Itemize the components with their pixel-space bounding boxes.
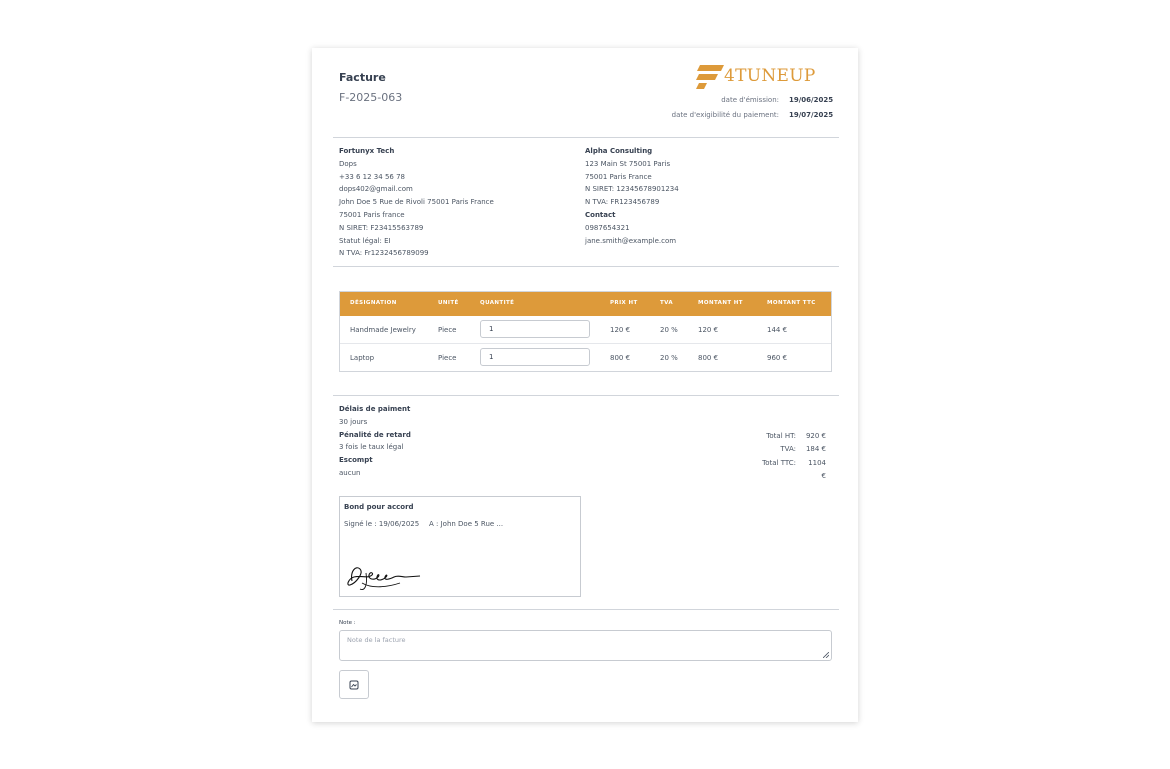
issue-date-value: 19/06/2025 (789, 96, 834, 104)
client-line: 75001 Paris France (585, 172, 652, 181)
seller-line: N TVA: Fr1232456789099 (339, 249, 429, 258)
due-date-row (671, 111, 834, 119)
table-row (340, 316, 831, 344)
quantity-input[interactable]: 1 (480, 348, 590, 366)
signature-date: Signé le : 19/06/2025 (344, 520, 420, 528)
cell-price: 120 € (610, 326, 631, 334)
cell-amount-ht: 120 € (698, 326, 719, 334)
seller-line: Statut légal: EI (339, 236, 391, 245)
table-row (340, 344, 831, 372)
total-tva-row (762, 443, 826, 456)
cell-designation: Laptop (350, 354, 375, 362)
image-button[interactable] (339, 670, 369, 699)
client-block (585, 145, 679, 247)
divider (333, 395, 839, 396)
quantity-input[interactable]: 1 (480, 320, 590, 338)
header-quantity: QUANTITÉ (480, 300, 515, 306)
header-amount-ttc: MONTANT TTC (767, 300, 816, 306)
discount-value: aucun (339, 468, 361, 477)
header-amount-ht: MONTANT HT (698, 300, 743, 306)
payment-terms (339, 403, 411, 480)
cell-tva: 20 % (660, 354, 678, 362)
client-contact-line: jane.smith@example.com (585, 236, 677, 245)
cell-price: 800 € (610, 354, 631, 362)
seller-line: Dops (339, 159, 357, 168)
header-designation: DÉSIGNATION (350, 300, 397, 306)
due-date-label: date d'exigibilité du paiement: (671, 111, 779, 119)
header-price: PRIX HT (610, 300, 638, 306)
total-ht-value: 920 € (805, 432, 826, 440)
client-line: N SIRET: 12345678901234 (585, 185, 679, 194)
total-ttc-label: Total TTC: (762, 458, 796, 467)
issue-date-row (721, 96, 834, 104)
table-header (340, 292, 831, 316)
note-textarea[interactable]: Note de la facture (339, 630, 832, 661)
invoice-title: Facture (339, 71, 386, 84)
payment-delay-label: Délais de paiment (339, 405, 411, 413)
header-tva: TVA (660, 300, 674, 306)
total-tva-value: 184 € (805, 445, 826, 454)
total-ht-row (762, 430, 826, 443)
seller-line: N SIRET: F23415563789 (339, 223, 424, 232)
divider (333, 137, 839, 138)
cell-amount-ttc: 144 € (767, 326, 788, 334)
total-tva-label: TVA: (780, 445, 796, 454)
seller-name: Fortunyx Tech (339, 147, 395, 155)
total-ht-label: Total HT: (766, 432, 796, 440)
brand-logo (696, 62, 826, 92)
resize-handle-icon[interactable] (823, 652, 829, 658)
cell-designation: Handmade Jewelry (350, 326, 416, 334)
late-penalty-value: 3 fois le taux légal (339, 443, 404, 452)
late-penalty-label: Pénalité de retard (339, 430, 411, 439)
issue-date-label: date d'émission: (721, 96, 779, 104)
discount-label: Escompt (339, 456, 373, 465)
divider (333, 609, 839, 610)
items-table (339, 291, 832, 372)
signature-place: A : John Doe 5 Rue ... (429, 520, 504, 528)
seller-line: +33 6 12 34 56 78 (339, 172, 405, 181)
signature-title: Bond pour accord (344, 503, 414, 511)
client-contact-line: 0987654321 (585, 223, 630, 232)
total-ttc-value: 1104 € (808, 458, 826, 480)
totals-block (762, 430, 826, 483)
client-line: 123 Main St 75001 Paris (585, 159, 671, 168)
brand-logo-icon (696, 63, 726, 91)
brand-name: 4TUNEUP (724, 66, 816, 86)
cell-unit: Piece (438, 354, 457, 362)
cell-amount-ttc: 960 € (767, 354, 788, 362)
note-label: Note : (339, 620, 356, 626)
payment-delay-value: 30 jours (339, 417, 368, 426)
invoice-sheet (312, 48, 858, 722)
client-contact-label: Contact (585, 210, 616, 219)
client-line: N TVA: FR123456789 (585, 198, 660, 207)
invoice-number: F-2025-063 (339, 91, 403, 104)
due-date-value: 19/07/2025 (789, 111, 834, 119)
total-ttc-row (762, 457, 826, 484)
divider (333, 266, 839, 267)
client-name: Alpha Consulting (585, 147, 653, 155)
cell-unit: Piece (438, 326, 457, 334)
image-icon (349, 680, 359, 690)
signature-box (339, 496, 581, 597)
seller-line: dops402@gmail.com (339, 185, 413, 194)
signature-image (342, 553, 422, 593)
seller-line: John Doe 5 Rue de Rivoli 75001 Paris France (339, 198, 494, 207)
cell-tva: 20 % (660, 326, 678, 334)
seller-block (339, 145, 494, 260)
cell-amount-ht: 800 € (698, 354, 719, 362)
header-unit: UNITÉ (438, 300, 459, 306)
seller-line: 75001 Paris france (339, 210, 405, 219)
